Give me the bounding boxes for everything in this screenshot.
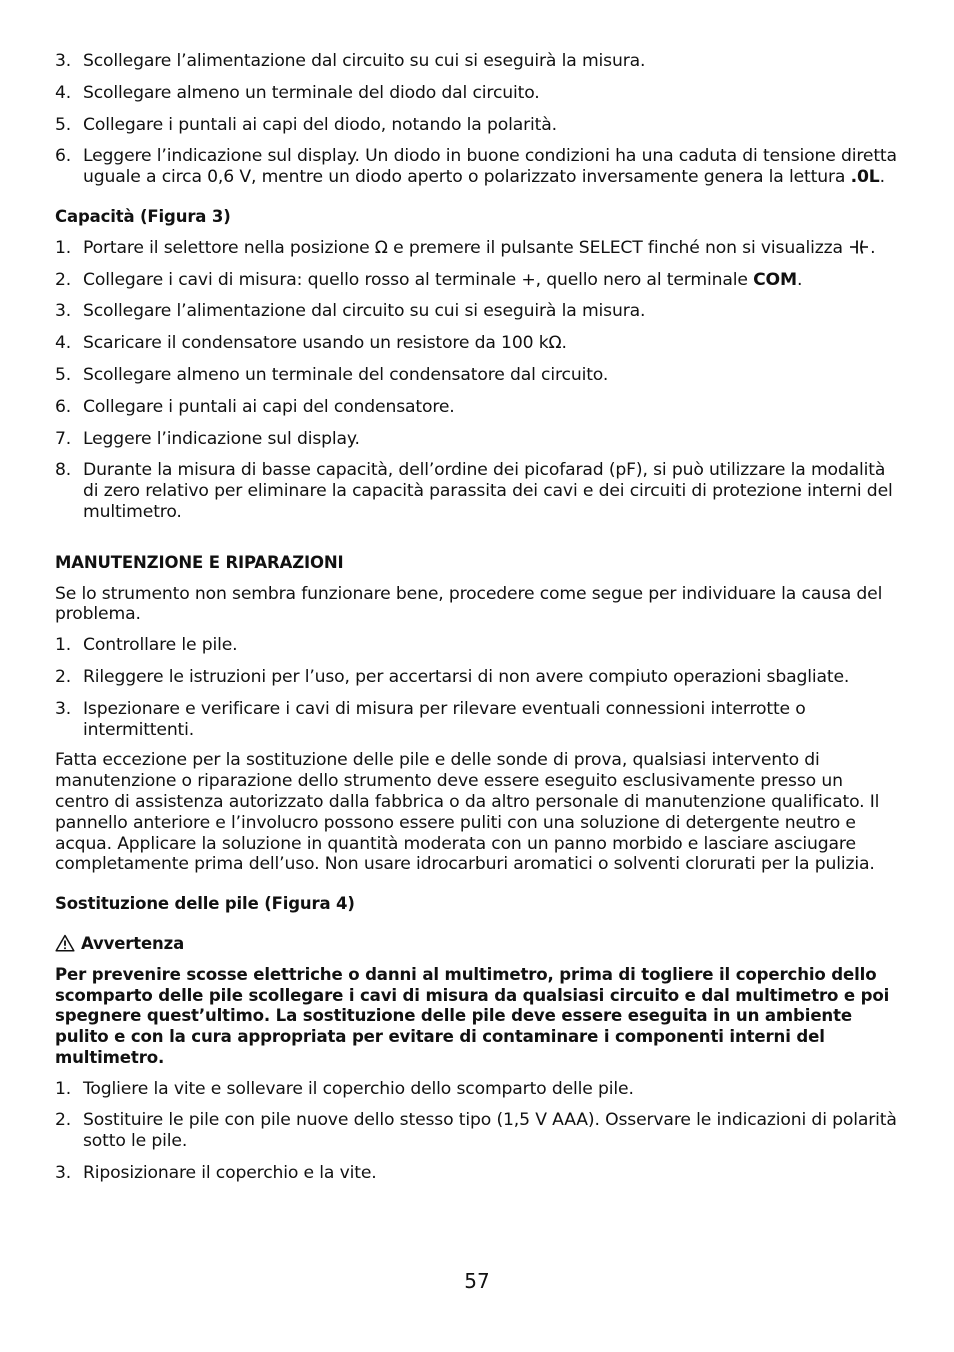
step-number: 6. [55,146,72,167]
step-number: 2. [55,269,72,290]
list-item [55,635,900,656]
step-number: 3. [55,698,72,719]
list-item [55,667,900,688]
step-text: Ispezionare e verificare i cavi di misura per rilevare eventuali connessioni interrotte o intermittenti. [83,698,806,740]
step-text: Collegare i puntali ai capi del diodo, notando la polarità. [83,114,557,135]
step-number: 1. [55,635,72,656]
step-text: Sostituire le pile con pile nuove dello stesso tipo (1,5 V AAA). Osservare le indicazioni di polarità sotto le pile. [83,1110,897,1152]
list-item [55,1163,900,1184]
battery-steps [55,1079,900,1184]
maintenance-intro: Se lo strumento non sembra funzionare bene, procedere come segue per individuare la causa del problema. [55,583,883,625]
step-text: Togliere la vite e sollevare il coperchio dello scomparto delle pile. [83,1078,634,1099]
step-text: Scollegare l’alimentazione dal circuito su cui si eseguirà la misura. [83,301,646,322]
list-item [55,365,900,386]
warning-triangle-icon [55,934,75,952]
step-text: Collegare i cavi di misura: quello rosso al terminale +, quello nero al terminale [83,269,754,290]
step-number: 5. [55,114,72,135]
step-text-end: . [870,237,876,258]
capacity-heading: Capacità (Figura 3) [55,206,231,226]
list-item [55,51,900,72]
list-item [55,429,900,450]
step-text: Riposizionare il coperchio e la vite. [83,1163,377,1184]
step-text-end: . [796,269,803,290]
step-number: 2. [55,666,72,687]
maintenance-steps [55,635,900,740]
step-text: Leggere l’indicazione sul display. Un diodo in buone condizioni ha una caduta di tensione diretta uguale a circa 0,6 V, mentre un diodo aperto o polarizzato inversamente genera la lettura [83,146,897,188]
battery-heading: Sostituzione delle pile (Figura 4) [55,894,355,914]
step-text: Controllare le pile. [83,635,238,656]
list-item [55,270,900,291]
step-text: Scollegare l’alimentazione dal circuito su cui si eseguirà la misura. [83,51,646,71]
step-text: Leggere l’indicazione sul display. [83,428,360,449]
page-number: 57 [464,1269,490,1293]
warning-heading [55,934,900,955]
list-item [55,699,900,741]
step-number: 3. [55,51,72,71]
capacity-steps [55,238,900,523]
list-item [55,301,900,322]
list-item [55,83,900,104]
step-number: 3. [55,301,72,322]
warning-title: Avvertenza [81,933,185,953]
display-reading: .0L [850,167,880,188]
step-text: Scollegare almeno un terminale del condensatore dal circuito. [83,364,609,385]
step-number: 4. [55,333,72,354]
list-item [55,238,900,259]
diode-test-steps [55,51,900,188]
com-terminal: COM [753,269,797,290]
page-content [55,51,900,1184]
maintenance-paragraph: Fatta eccezione per la sostituzione delle pile e delle sonde di prova, qualsiasi intervento di manutenzione o riparazione dello strumento deve essere eseguito esclusivamente presso un centro di assistenza autorizzato dalla fabbrica o da altro personale di manutenzione qualificato. Il pannello anteriore e l’involucro possono essere puliti con una soluzione di detergente neutro e acqua. Applicare la soluzione in quantità moderata con un panno morbido e lasciare asciugare completamente prima dell’uso. Non usare idrocarburi aromatici o solventi clorurati per la pulizia. [55,750,880,875]
step-number: 1. [55,237,72,258]
step-number: 8. [55,460,72,481]
list-item [55,333,900,354]
list-item [55,460,900,522]
list-item [55,1110,900,1152]
step-number: 4. [55,82,72,103]
step-number: 3. [55,1163,72,1184]
capacitor-icon [848,239,870,255]
list-item [55,397,900,418]
list-item [55,115,900,136]
step-text: Durante la misura di basse capacità, dell’ordine dei picofarad (pF), si può utilizzare la modalità di zero relativo per eliminare la capacità parassita dei cavi e dei circuiti di protezione interni del multimetro. [83,460,893,522]
step-text: Collegare i puntali ai capi del condensatore. [83,396,455,417]
list-item [55,1079,900,1100]
step-number: 1. [55,1078,72,1099]
step-text: Scaricare il condensatore usando un resistore da 100 kΩ. [83,333,567,354]
step-text: Portare il selettore nella posizione Ω e premere il pulsante SELECT finché non si visualizza [83,237,849,258]
step-number: 6. [55,396,72,417]
list-item [55,146,900,188]
maintenance-heading: MANUTENZIONE E RIPARAZIONI [55,552,344,572]
step-text-end: . [879,167,885,188]
step-number: 7. [55,428,72,449]
step-text: Scollegare almeno un terminale del diodo dal circuito. [83,82,540,103]
step-number: 2. [55,1110,72,1131]
step-text: Rileggere le istruzioni per l’uso, per accertarsi di non avere compiuto operazioni sbagliate. [83,666,850,687]
step-number: 5. [55,364,72,385]
warning-text: Per prevenire scosse elettriche o danni al multimetro, prima di togliere il coperchio dello scomparto delle pile scollegare i cavi di misura da qualsiasi circuito e dal multimetro e poi spegnere quest’ultimo. La sostituzione delle pile deve essere eseguita in un ambiente pulito e con la cura appropriata per evitare di contaminare i componenti interni del multimetro. [55,964,890,1067]
